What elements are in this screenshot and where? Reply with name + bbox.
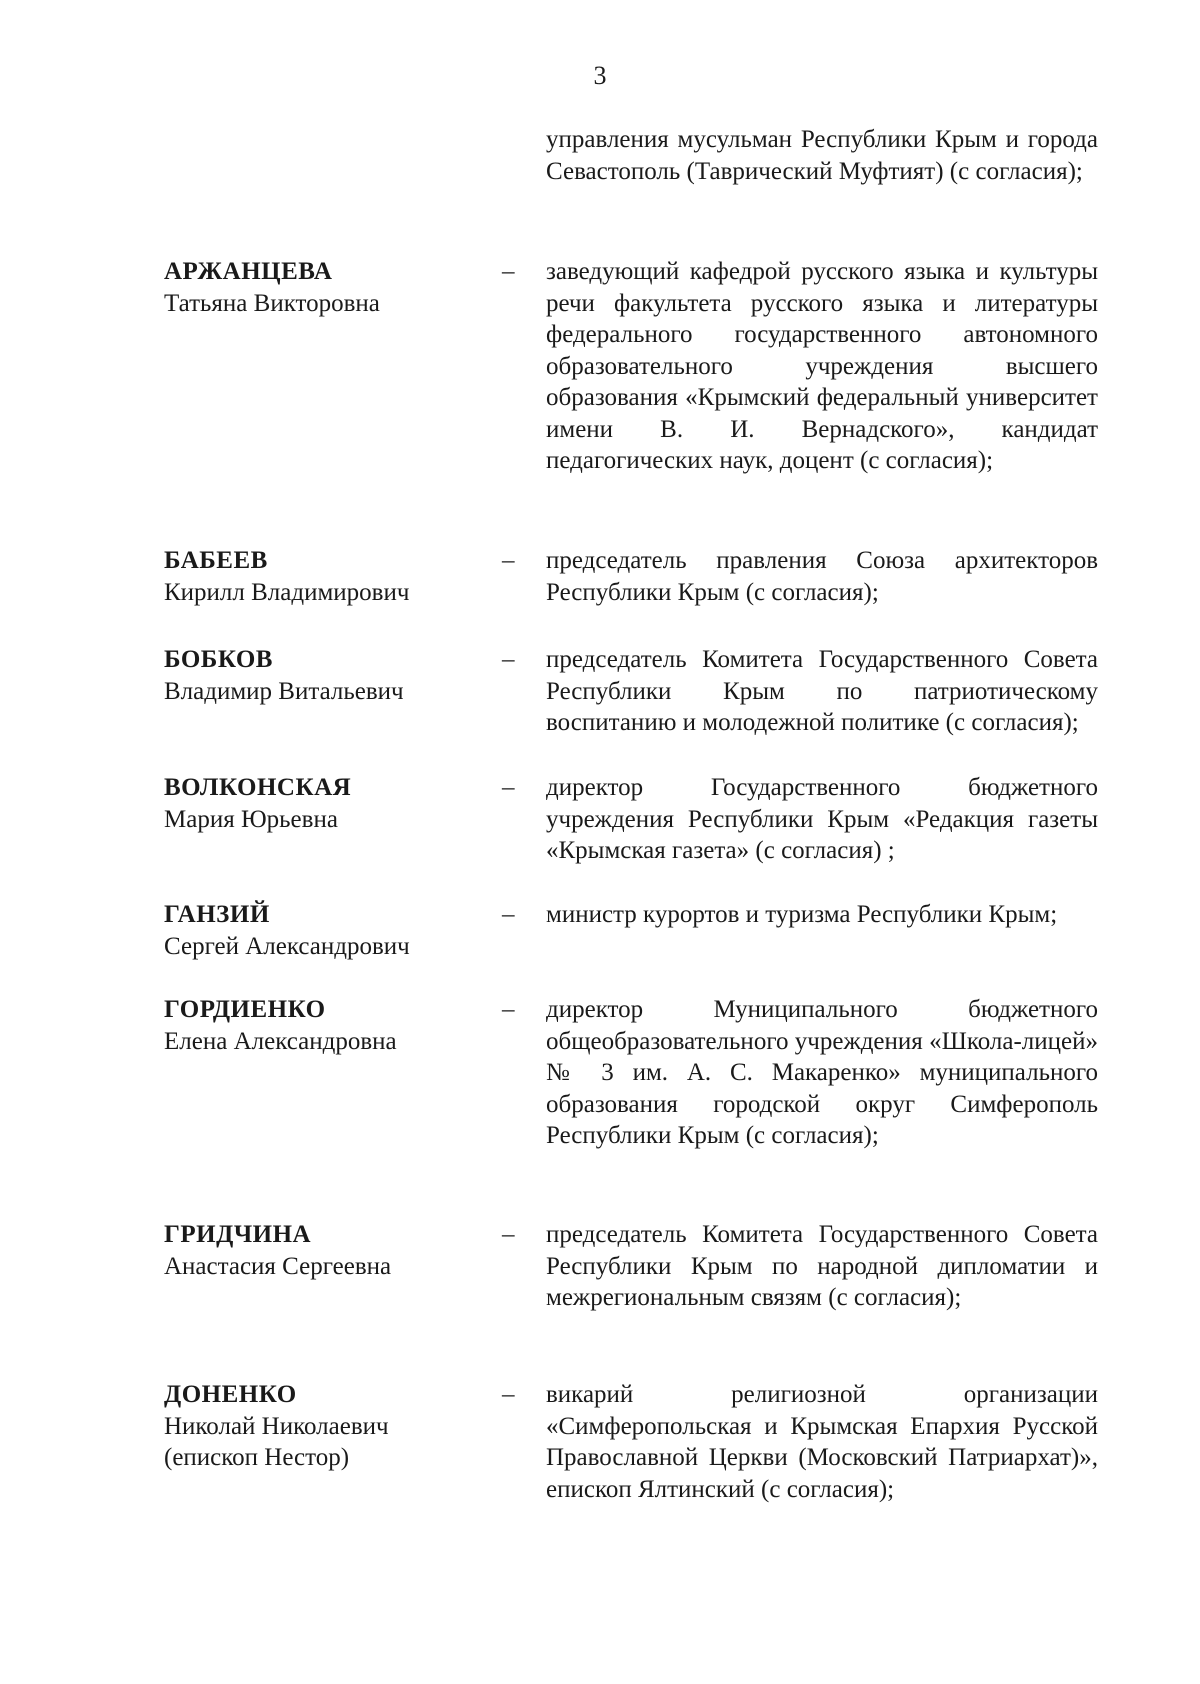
member-name-block <box>164 545 484 608</box>
member-surname: ГАНЗИЙ <box>164 901 270 928</box>
member-surname: ГОРДИЕНКО <box>164 996 326 1023</box>
separator-dash: – <box>502 774 515 801</box>
member-given-name: Николай Николаевич <box>164 1412 389 1440</box>
page-number: 3 <box>593 61 607 90</box>
member-description: заведующий кафедрой русского языка и культуры речи факультета русского языка и литературы федерального государственного автономного образовательного учреждения высшего образования «Крымский федеральный университет имени В. И. Вернадского», кандидат педагогических наук, доцент (с согласия); <box>546 258 1098 474</box>
member-given-name: Владимир Витальевич <box>164 677 404 705</box>
member-surname: БОБКОВ <box>164 646 273 673</box>
member-name-block <box>164 772 484 835</box>
member-surname: АРЖАНЦЕВА <box>164 258 333 285</box>
member-description: викарий религиозной организации «Симферопольская и Крымская Епархия Русской Православной Церкви (Московский Патриархат)», епископ Ялтинский (с согласия); <box>546 1381 1098 1503</box>
member-given-name: Анастасия Сергеевна <box>164 1252 392 1280</box>
member-name-block <box>164 1379 484 1474</box>
separator-dash: – <box>502 1381 515 1408</box>
member-name-block <box>164 644 484 707</box>
member-given-name: Мария Юрьевна <box>164 805 338 833</box>
separator-dash: – <box>502 258 515 285</box>
member-name-block <box>164 899 484 962</box>
member-surname: БАБЕЕВ <box>164 547 268 574</box>
member-given-name: Елена Александровна <box>164 1027 397 1055</box>
member-description: председатель правления Союза архитекторов Республики Крым (с согласия); <box>546 547 1098 606</box>
separator-dash: – <box>502 646 515 673</box>
member-surname: ВОЛКОНСКАЯ <box>164 774 352 801</box>
member-description: председатель Комитета Государственного Совета Республики Крым по народной дипломатии и межрегиональным связям (с согласия); <box>546 1221 1098 1311</box>
member-given-name: Татьяна Викторовна <box>164 289 380 317</box>
member-description: председатель Комитета Государственного Совета Республики Крым по патриотическому воспитанию и молодежной политике (с согласия); <box>546 646 1098 736</box>
member-surname: ГРИДЧИНА <box>164 1221 312 1248</box>
member-name-block <box>164 1219 484 1282</box>
separator-dash: – <box>502 1221 515 1248</box>
member-given-name: Кирилл Владимирович <box>164 578 410 606</box>
member-name-block <box>164 994 484 1057</box>
member-description: директор Муниципального бюджетного общеобразовательного учреждения «Школа-лицей» № 3 им. А. С. Макаренко» муниципального образования городской округ Симферополь Республики Крым (с согласия); <box>546 996 1098 1149</box>
member-name-block <box>164 256 484 319</box>
separator-dash: – <box>502 547 515 574</box>
member-given-name: Сергей Александрович <box>164 932 410 960</box>
member-surname: ДОНЕНКО <box>164 1381 297 1408</box>
member-given-name-note: (епископ Нестор) <box>164 1444 350 1471</box>
continuation-text: управления мусульман Республики Крым и города Севастополь (Таврический Муфтият) (с согласия); <box>546 126 1098 185</box>
separator-dash: – <box>502 901 515 928</box>
member-description: министр курортов и туризма Республики Крым; <box>546 901 1058 928</box>
member-description: директор Государственного бюджетного учреждения Республики Крым «Редакция газеты «Крымская газета» (с согласия) ; <box>546 774 1098 864</box>
separator-dash: – <box>502 996 515 1023</box>
